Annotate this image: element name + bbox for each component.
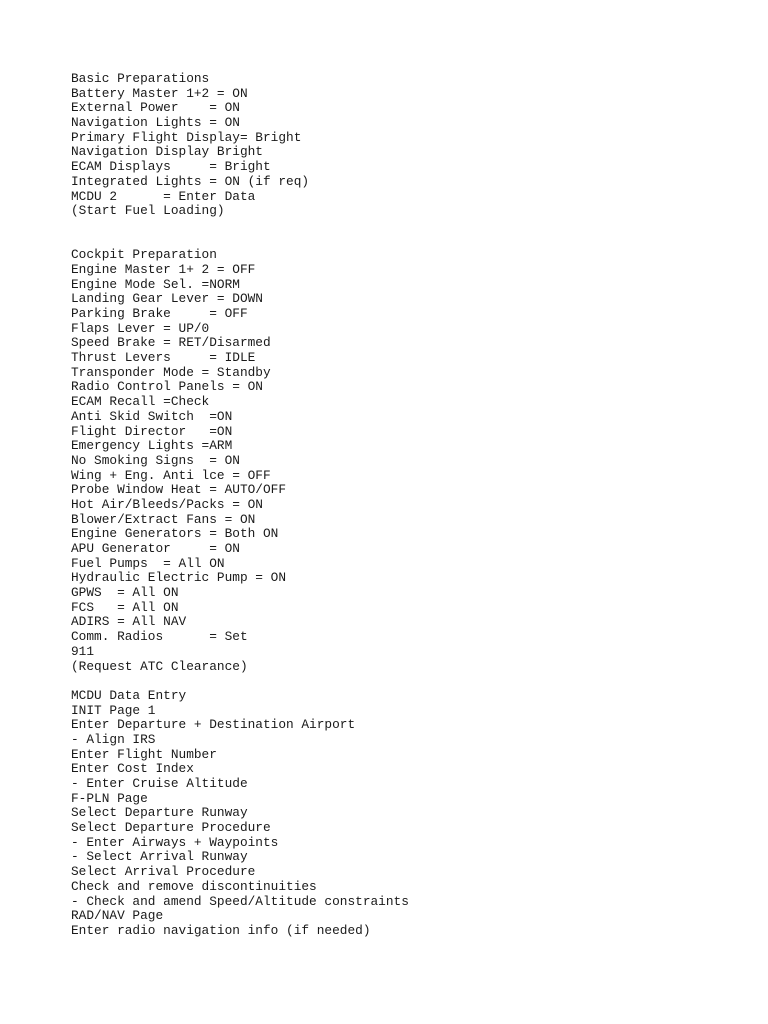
checklist-line: External Power = ON — [71, 100, 240, 116]
checklist-line: Thrust Levers = IDLE — [71, 350, 256, 366]
document-page — [71, 72, 761, 939]
checklist-line: ECAM Displays = Bright — [71, 159, 271, 175]
checklist-line: Landing Gear Lever = DOWN — [71, 291, 263, 307]
checklist-line: Anti Skid Switch =ON — [71, 408, 233, 424]
checklist-line: Navigation Display Bright — [71, 144, 263, 160]
checklist-line: Primary Flight Display= Bright — [71, 129, 302, 145]
checklist-line: Select Departure Runway — [71, 805, 248, 821]
checklist-line: MCDU 2 = Enter Data — [71, 188, 256, 204]
section-mcdu-data-entry — [71, 689, 761, 939]
section-heading: MCDU Data Entry — [71, 687, 187, 703]
checklist-line: Radio Control Panels = ON — [71, 379, 263, 395]
checklist-line: ADIRS = All NAV — [71, 614, 187, 630]
checklist-line: Transponder Mode = Standby — [71, 364, 271, 380]
checklist-line: Engine Mode Sel. =NORM — [71, 276, 240, 292]
checklist-line: Select Arrival Procedure — [71, 864, 256, 880]
checklist-line: APU Generator = ON — [71, 541, 240, 557]
checklist-line: Fuel Pumps = All ON — [71, 555, 225, 571]
checklist-line: F-PLN Page — [71, 790, 148, 806]
section-heading: Basic Preparations — [71, 71, 210, 86]
checklist-line: Enter Flight Number — [71, 746, 217, 762]
checklist-line: Hydraulic Electric Pump = ON — [71, 570, 287, 586]
checklist-line: Flaps Lever = UP/0 — [71, 320, 210, 336]
checklist-line: RAD/NAV Page — [71, 908, 164, 924]
checklist-line: Emergency Lights =ARM — [71, 438, 233, 454]
checklist-line: No Smoking Signs = ON — [71, 452, 240, 468]
checklist-line: Check and remove discontinuities — [71, 878, 317, 894]
checklist-line: - Check and amend Speed/Altitude constraints — [71, 893, 409, 909]
checklist-line: Comm. Radios = Set — [71, 629, 248, 645]
checklist-line: Flight Director =ON — [71, 423, 233, 439]
checklist-line: Engine Master 1+ 2 = OFF — [71, 261, 256, 277]
checklist-line: Engine Generators = Both ON — [71, 526, 279, 542]
checklist-line: Enter radio navigation info (if needed) — [71, 922, 371, 938]
checklist-line: - Select Arrival Runway — [71, 849, 248, 865]
checklist-line: - Enter Airways + Waypoints — [71, 834, 279, 850]
section-basic-preparations — [71, 72, 761, 219]
checklist-line: ECAM Recall =Check — [71, 394, 210, 410]
section-cockpit-preparation — [71, 248, 761, 674]
checklist-line: GPWS = All ON — [71, 585, 179, 601]
checklist-line: (Start Fuel Loading) — [71, 203, 225, 219]
checklist-line: FCS = All ON — [71, 599, 179, 615]
checklist-line: - Enter Cruise Altitude — [71, 776, 248, 792]
section-heading: Cockpit Preparation — [71, 247, 217, 263]
checklist-line: INIT Page 1 — [71, 702, 156, 718]
checklist-line: Parking Brake = OFF — [71, 306, 248, 322]
checklist-line: Wing + Eng. Anti lce = OFF — [71, 467, 271, 483]
checklist-line: Integrated Lights = ON (if req) — [71, 173, 310, 189]
checklist-line: Navigation Lights = ON — [71, 115, 240, 131]
checklist-line: Battery Master 1+2 = ON — [71, 85, 248, 101]
checklist-line: - Align IRS — [71, 731, 156, 747]
checklist-line: Probe Window Heat = AUTO/OFF — [71, 482, 287, 498]
checklist-line: Select Departure Procedure — [71, 820, 271, 836]
checklist-line: Blower/Extract Fans = ON — [71, 511, 256, 527]
checklist-line: (Request ATC Clearance) — [71, 658, 248, 674]
checklist-line: Enter Departure + Destination Airport — [71, 717, 356, 733]
checklist-line: Hot Air/Bleeds/Packs = ON — [71, 496, 263, 512]
checklist-line: 911 — [71, 643, 95, 659]
checklist-line: Speed Brake = RET/Disarmed — [71, 335, 271, 351]
checklist-line: Enter Cost Index — [71, 761, 194, 777]
